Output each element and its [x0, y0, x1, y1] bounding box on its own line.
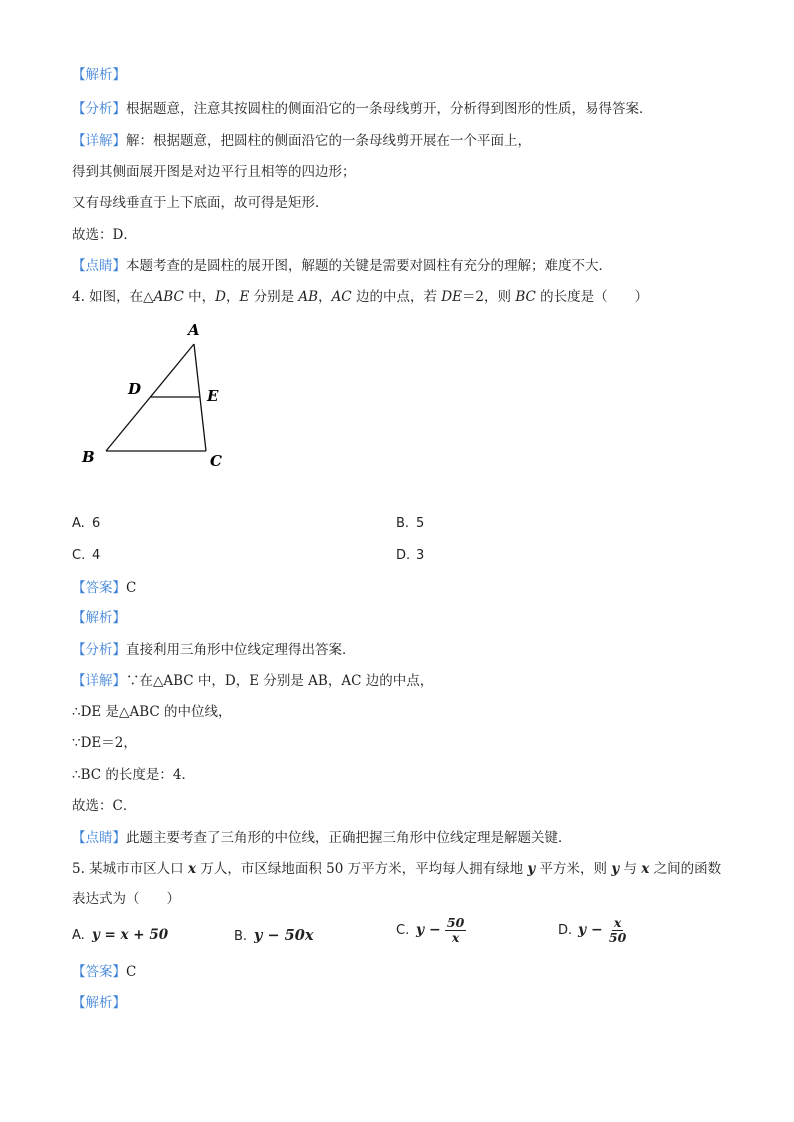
q4-detail-line-2: ∴DE 是△ABC 的中位线， — [72, 704, 232, 720]
q4-option-c[interactable]: C. 4 — [72, 548, 101, 563]
q4-detail-line-4: ∴BC 的长度是：4． — [72, 767, 195, 783]
q5-option-c[interactable]: C. y − $\frac{50}{x}$ — [396, 915, 465, 945]
label-d: D — [128, 380, 142, 398]
detail-line-3: 又有母线垂直于上下底面，故可得是矩形． — [72, 195, 329, 211]
q4-analysis-heading: 【解析】 — [72, 610, 126, 626]
q5-option-c-fraction: $\frac{50}{x}$ — [446, 915, 465, 945]
question-4-stem: 4. 如图，在△ABC 中，D，E 分别是 AB，AC 边的中点，若 DE＝2，则 BC 的长度是（ ） — [72, 289, 649, 305]
comment-paragraph: 【点睛】本题考查的是圆柱的展开图，解题的关键是需要对圆柱有充分的理解；难度不大． — [72, 258, 612, 274]
label-c: C — [210, 452, 222, 470]
q5-analysis-heading: 【解析】 — [72, 995, 126, 1011]
q5-option-d-fraction: $\frac{x}{50}$ — [608, 915, 627, 945]
q5-option-d[interactable]: D. y − $\frac{x}{50}$ — [558, 915, 627, 945]
q4-answer: 【答案】C — [72, 580, 137, 596]
label-b: B — [82, 448, 95, 466]
detail-line-2: 得到其侧面展开图是对边平行且相等的四边形； — [72, 164, 356, 180]
analysis-heading: 【解析】 — [72, 67, 126, 83]
triangle-figure — [70, 315, 240, 475]
label-e: E — [207, 387, 219, 405]
q4-option-d[interactable]: D. 3 — [396, 548, 425, 563]
q4-choice: 故选：C． — [72, 798, 137, 814]
q5-option-a[interactable]: A. y = x + 50 — [72, 927, 169, 943]
detail-paragraph: 【详解】解：根据题意，把圆柱的侧面沿它的一条母线剪开展在一个平面上， — [72, 133, 531, 149]
q5-answer: 【答案】C — [72, 964, 137, 980]
analysis-paragraph: 【分析】根据题意，注意其按圆柱的侧面沿它的一条母线剪开，分析得到图形的性质，易得答案． — [72, 101, 653, 117]
q4-option-b[interactable]: B. 5 — [396, 516, 425, 531]
q4-analysis: 【分析】直接利用三角形中位线定理得出答案． — [72, 642, 356, 658]
q4-option-a[interactable]: A. 6 — [72, 516, 101, 531]
question-5-stem-line-2: 表达式为（ ） — [72, 891, 180, 907]
q5-option-b[interactable]: B. y − 50x — [234, 927, 314, 944]
q4-comment: 【点睛】此题主要考查了三角形的中位线，正确把握三角形中位线定理是解题关键． — [72, 830, 572, 846]
question-5-stem: 5. 某城市市区人口 x 万人，市区绿地面积 50 万平方米，平均每人拥有绿地 y 平方米，则 y 与 x 之间的函数 — [72, 861, 722, 877]
q4-detail: 【详解】∵在△ABC 中，D，E 分别是 AB，AC 边的中点， — [72, 673, 434, 689]
q4-detail-line-3: ∵DE＝2， — [72, 735, 137, 751]
choice-line: 故选：D． — [72, 227, 137, 243]
label-a: A — [188, 321, 200, 339]
